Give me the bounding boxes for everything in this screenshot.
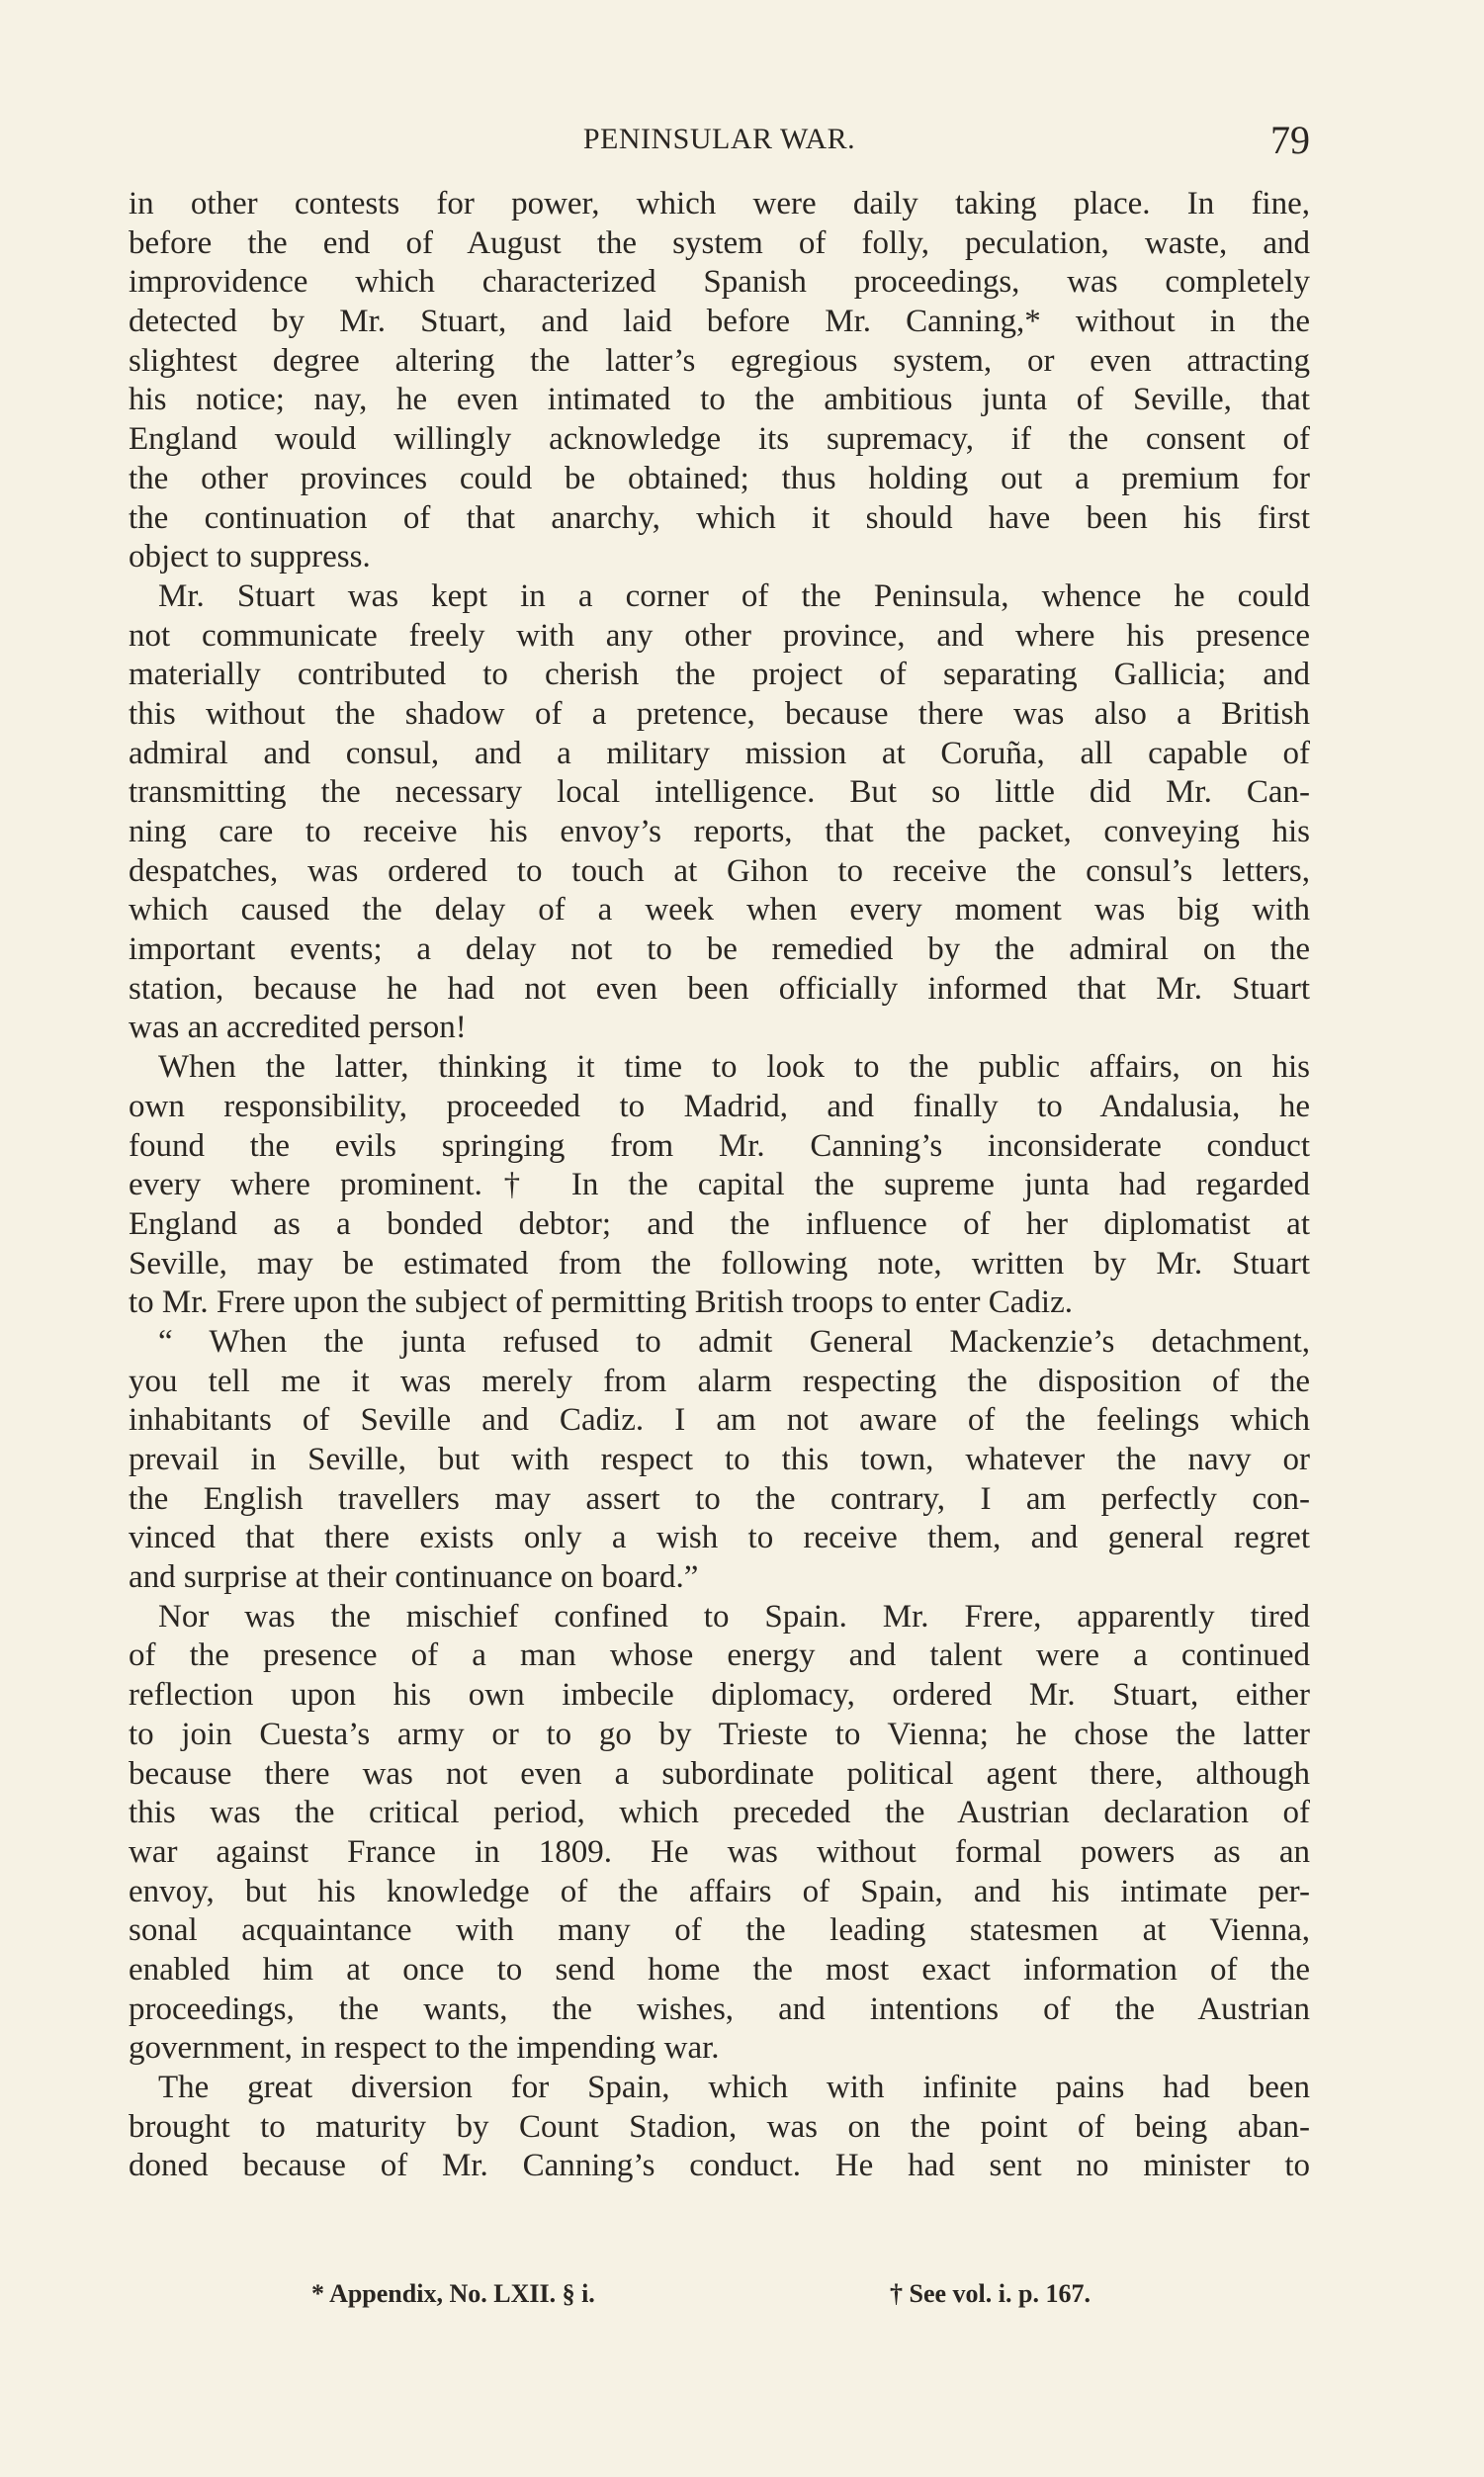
text-line: own responsibility, proceeded to Madrid, and finally to Andalusia, he (129, 1088, 1310, 1124)
text-line: before the end of August the system of folly, peculation, waste, and (129, 224, 1310, 261)
body-text (129, 185, 1310, 2186)
text-line: The great diversion for Spain, which with infinite pains had been (158, 2070, 1310, 2105)
text-line: the other provinces could be obtained; thus holding out a premium for (129, 460, 1310, 496)
text-line: not communicate freely with any other province, and where his presence (129, 617, 1310, 654)
text-line: found the evils springing from Mr. Canning’s inconsiderate conduct (129, 1127, 1310, 1164)
text-line: England as a bonded debtor; and the influence of her diplomatist at (129, 1205, 1310, 1242)
text-line: this was the critical period, which preceded the Austrian declaration of (129, 1795, 1310, 1831)
text-line: of the presence of a man whose energy and talent were a continued (129, 1637, 1310, 1674)
text-line: this without the shadow of a pretence, because there was also a British (129, 695, 1310, 732)
text-line: When the latter, thinking it time to look to the public affairs, on his (158, 1049, 1310, 1086)
footnote-appendix: * Appendix, No. LXII. § i. (311, 2279, 595, 2308)
running-title: PENINSULAR WAR. (582, 123, 856, 155)
text-line: to join Cuesta’s army or to go by Trieste to Vienna; he chose the latter (129, 1716, 1310, 1752)
text-line: Nor was the mischief confined to Spain. Mr. Frere, apparently tired (158, 1598, 1310, 1635)
text-line: reflection upon his own imbecile diplomacy, ordered Mr. Stuart, either (129, 1677, 1310, 1714)
text-line: envoy, but his knowledge of the affairs of Spain, and his intimate per- (129, 1873, 1310, 1909)
text-line: vinced that there exists only a wish to receive them, and general regret (129, 1520, 1310, 1556)
text-line: the English travellers may assert to the contrary, I am perfectly con- (129, 1480, 1310, 1517)
text-line: sonal acquaintance with many of the leading statesmen at Vienna, (129, 1912, 1310, 1949)
text-line: because there was not even a subordinate political agent there, although (129, 1755, 1310, 1792)
text-line: and surprise at their continuance on board.” (129, 1559, 699, 1596)
text-line: Mr. Stuart was kept in a corner of the Peninsula, whence he could (158, 577, 1310, 614)
text-line: England would willingly acknowledge its supremacy, if the consent of (129, 421, 1310, 458)
text-line: proceedings, the wants, the wishes, and intentions of the Austrian (129, 1990, 1310, 2027)
text-line: in other contests for power, which were daily taking place. In fine, (129, 186, 1310, 221)
text-line: enabled him at once to send home the most exact information of the (129, 1951, 1310, 1988)
text-line: improvidence which characterized Spanish proceedings, was completely (129, 264, 1310, 301)
text-line: detected by Mr. Stuart, and laid before Mr. Canning,* without in the (129, 304, 1310, 340)
page-header (129, 117, 1310, 166)
text-line: station, because he had not even been officially informed that Mr. Stuart (129, 970, 1310, 1007)
text-line: materially contributed to cherish the project of separating Gallicia; and (129, 657, 1310, 693)
text-line: government, in respect to the impending war. (129, 2030, 720, 2067)
text-line: prevail in Seville, but with respect to this town, whatever the navy or (129, 1442, 1310, 1477)
text-line: brought to maturity by Count Stadion, was on the point of being aban- (129, 2108, 1310, 2145)
text-line: war against France in 1809. He was without formal powers as an (129, 1833, 1310, 1870)
text-line: every where prominent.† In the capital the supreme junta had regarded (129, 1167, 1310, 1203)
text-line: “ When the junta refused to admit General Mackenzie’s detachment, (158, 1323, 1310, 1360)
text-line: which caused the delay of a week when every moment was big with (129, 892, 1310, 929)
text-line: doned because of Mr. Canning’s conduct. He had sent no minister to (129, 2148, 1310, 2184)
text-line: despatches, was ordered to touch at Gihon to receive the consul’s letters, (129, 852, 1310, 889)
text-line: to Mr. Frere upon the subject of permitting British troops to enter Cadiz. (129, 1284, 1074, 1321)
text-line: transmitting the necessary local intelligence. But so little did Mr. Can- (129, 774, 1310, 811)
text-line: ning care to receive his envoy’s reports, that the packet, conveying his (129, 814, 1310, 849)
text-line: slightest degree altering the latter’s egregious system, or even attracting (129, 342, 1310, 379)
text-line: inhabitants of Seville and Cadiz. I am not aware of the feelings which (129, 1402, 1310, 1439)
text-line: object to suppress. (129, 539, 371, 575)
text-line: you tell me it was merely from alarm respecting the disposition of the (129, 1363, 1310, 1399)
text-line: was an accredited person! (129, 1010, 467, 1046)
text-line: his notice; nay, he even intimated to the ambitious junta of Seville, that (129, 382, 1310, 418)
footnote-see-vol: † See vol. i. p. 167. (890, 2279, 1091, 2308)
text-line: Seville, may be estimated from the following note, written by Mr. Stuart (129, 1245, 1310, 1282)
text-line: admiral and consul, and a military mission at Coruña, all capable of (129, 735, 1310, 771)
text-line: important events; a delay not to be remedied by the admiral on the (129, 931, 1310, 968)
text-line: the continuation of that anarchy, which it should have been his first (129, 499, 1310, 536)
page-number: 79 (1270, 118, 1310, 162)
